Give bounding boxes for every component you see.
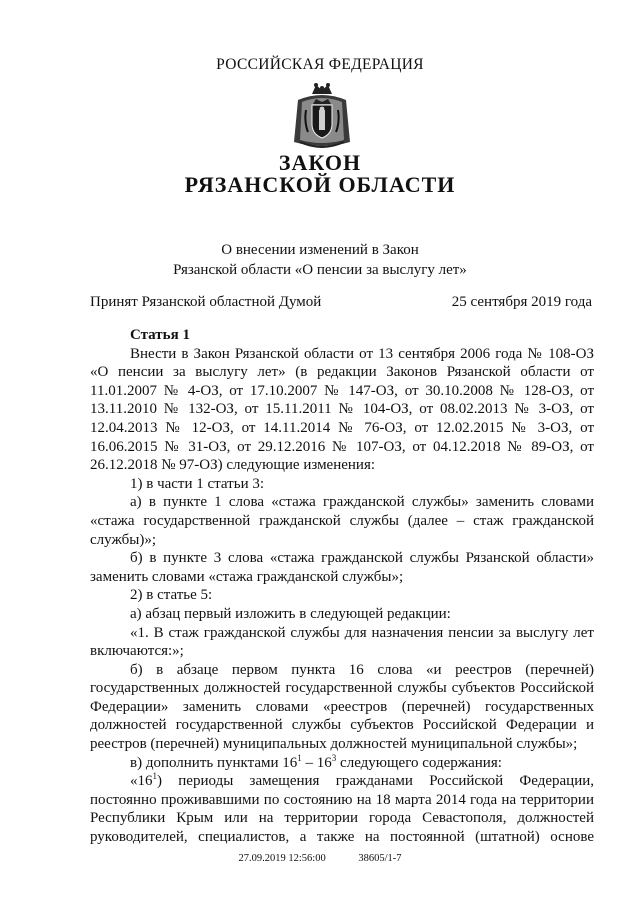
- subject-line-1: О внесении изменений в Закон: [221, 242, 419, 258]
- subject-line-2: Рязанской области «О пенсии за выслугу лет»: [173, 262, 467, 278]
- footer-doc-number: 38605/1-7: [358, 853, 402, 864]
- paragraph-7: б) в абзаце первом пункта 16 слова «и реестров (перечней) государственных должностей государственной службы субъектов Российской Федерации» заменить словами «реестров (перечней) государственных должностей государственной службы субъектов Российской Федерации и реестров (перечней) муниципальных должностей муниципальной службы»;: [90, 661, 594, 753]
- law-subject: [0, 240, 640, 280]
- coat-of-arms-icon: [286, 80, 358, 152]
- paragraph-1: 1) в части 1 статьи 3:: [130, 475, 265, 492]
- paragraph-5: а) абзац первый изложить в следующей редакции:: [130, 605, 451, 622]
- document-footer: [0, 853, 640, 864]
- article-title: Статья 1: [130, 327, 190, 343]
- law-region: РЯЗАНСКОЙ ОБЛАСТИ: [184, 172, 456, 197]
- paragraph-9: «$16^1$) периоды замещения гражданами Российской Федерации, постоянно проживавшими по состоянию на 18 марта 2014 года на территории Республики Крым или на территории города Севастополя, должностей руководителей, специалистов, а также на постоянной (штатной) основе: [90, 771, 594, 846]
- paragraph-2: а) в пункте 1 слова «стажа гражданской службы» заменить словами «стажа государственной гражданской службы (далее – стаж гражданской службы)»;: [90, 494, 594, 548]
- paragraph-3: б) в пункте 3 слова «стажа гражданской службы Рязанской области» заменить словами «стажа гражданской службы»;: [90, 550, 594, 585]
- law-title: ЗАКОН: [278, 150, 362, 175]
- paragraph-4: 2) в статье 5:: [130, 587, 213, 604]
- adoption-date: 25 сентября 2019 года: [451, 294, 592, 310]
- paragraph-8: в) дополнить пунктами $16^1 - 16^3$ следующего содержания:: [130, 752, 502, 771]
- paragraph-6: «1. В стаж гражданской службы для назначения пенсии за выслугу лет включаются:»;: [90, 624, 594, 660]
- adoption-line: [90, 294, 592, 311]
- article-intro: Внести в Закон Рязанской области от 13 сентября 2006 года № 108-ОЗ «О пенсии за выслугу лет» (в редакции Законов Рязанской области от 11.01.2007 № 4-ОЗ, от 17.10.2007 № 147-ОЗ, от 30.10.2008 № 128-ОЗ, от 13.11.2010 № 132-ОЗ, от 15.11.2011 № 104-ОЗ, от 08.02.2013 № 3-ОЗ, от 12.04.2013 № 12-ОЗ, от 14.11.2014 № 76-ОЗ, от 12.02.2015 № 3-ОЗ, от 16.06.2015 № 31-ОЗ, от 29.12.2016 № 107-ОЗ, от 04.12.2018 № 89-ОЗ, от 26.12.2018 № 97-ОЗ) следующие изменения:: [90, 345, 594, 474]
- footer-timestamp: 27.09.2019 12:56:00: [238, 853, 326, 864]
- country-heading: РОССИЙСКАЯ ФЕДЕРАЦИЯ: [216, 56, 424, 73]
- adopted-by: Принят Рязанской областной Думой: [90, 294, 322, 310]
- article-body: [90, 326, 594, 847]
